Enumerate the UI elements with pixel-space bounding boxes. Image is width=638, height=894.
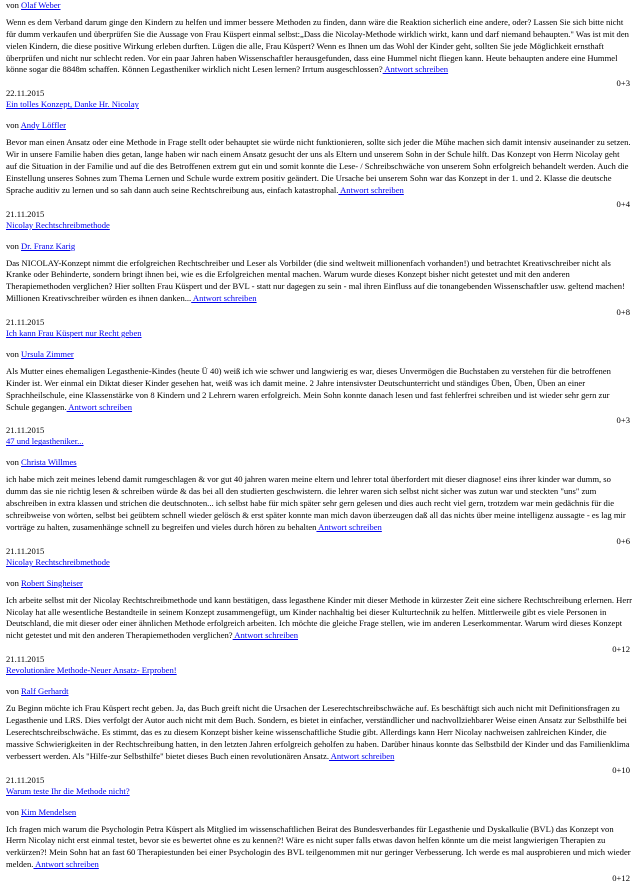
comment-byline (6, 457, 632, 467)
comment-date: 21.11.2015 (6, 774, 45, 785)
vote-score[interactable]: 0+12 (612, 644, 630, 655)
comment-title-link[interactable]: 47 und legastheniker... (6, 436, 84, 447)
comment (6, 425, 632, 545)
comment-byline (6, 686, 632, 696)
by-prefix: von (6, 0, 19, 10)
comment-date: 21.11.2015 (6, 545, 45, 556)
comment-date: 21.11.2015 (6, 425, 45, 436)
comment-title (6, 328, 632, 340)
comment (6, 209, 632, 317)
comment (6, 546, 632, 654)
comment-byline (6, 120, 632, 130)
comment-body: ich habe mich zeit meines lebend damit rumgeschlagen & vor gut 40 jahren waren meine eltern und lehrer total überfordert mit dieser diagnose! eins ihrer kinder war dumm, so dumm das sie nie richtig lesen & schreiben würde & das bei all den studierten geschwistern. die lehrer waren sich selbst nicht sicher was zutun war und steckten "uns" zum abschreiben in extra klassen und strichen die deutschnoten... ich selbst habe für mich später sehr gern gelesen und dies auch recht viel gern, trotzdem war mein gedächnis für die schreibweise von wörten, selbst bei geübtem schnell wieder gelösch & erst später konnte man mich davon überzeugen daß all das nichts über meine intelligenz aussagte - es lag mir vorträge zu halten, zusamenhänge schnell zu begreifen und vieles durch hören zu behalten (6, 474, 626, 532)
by-prefix: von (6, 240, 19, 251)
comment-body: Ich arbeite selbst mit der Nicolay Rechtschreibmethode und kann bestätigen, dass legasthene Kinder mit dieser Methode in kürzester Zeit eine sichere Rechtschreibung erlernen. Herr Nicolay hat alle wesentliche Bestandteile in seinem Konzept zusammengefügt, um Kinder nachhaltig bei dieser Kulturtechnik zu helfen. Mittlerweile gibt es viele Personen in Deutschland, die mit dieser oder einer ähnlichen Methode erfolgreich arbeiten. Ich möchte die gleiche Frage stellen, wie im anderen Leserkommentar. Warum wird dieses Konzept nicht getestet und mit den anderen Therapiemethoden verglichen? (6, 594, 632, 641)
reply-link[interactable]: Antwort schreiben (232, 630, 299, 641)
comment-text (6, 137, 632, 196)
comment-text (6, 703, 632, 762)
comment-title (6, 220, 632, 232)
comment-title-link[interactable]: Nicolay Rechtschreibmethode (6, 219, 110, 230)
comment-byline (6, 241, 632, 251)
comment-body: Das NICOLAY-Konzept nimmt die erfolgreichen Rechtschreiber und Leser als Vorbilder (die sind weltweit millionenfach vorhanden!) und betrachtet Kreativschreiber nicht als Kranke oder Behinderte, sondern bringt ihnen bei, wie es die Erfolgreichen mental machen. Warum wurde dieses Konzept bisher nicht getestet und mit den anderen Therapiemethoden verglichen? Hier sollten Frau Küspert und der BVL - statt nur dagegen zu sein - mal ihren Einfluss auf die tonangebenden Wissenschaftler usw. geltend machen! Millionen Kreativschreiber würden es ihnen danken... (6, 257, 625, 304)
vote-score[interactable]: 0+3 (616, 415, 630, 426)
comment-body: Bevor man einen Ansatz oder eine Methode in Frage stellt oder behauptet sie würde nicht funktionieren, sollte sich jeder die Mühe machen sich damit intensiv auseinander zu setzen. Wir in unsere Familie haben dies getan, lange haben wir nach einem Ansatz gesucht der uns als Eltern und unserem Sohn in der Schule hilft. Das Konzept von Herrn Nicolay geht auf die Situation in der Familie und auf die des Betroffenen extrem gut ein und somit konnte die Lese- / Schreibschwäche von unserem Sohn erfolgreich behandelt werden. Auch die Einstellung unseres Sohnes zum Thema Lernen und Schule wurde extrem positiv geändert. Die Ursache bei unserem Sohn war das Konzept in der 1. und 2. Klasse die deutsche Sprache auditiv zu lernen und so sah dann auch seine Rechtschreibung aus, einfach katastrophal. (6, 137, 631, 195)
by-prefix: von (6, 806, 19, 817)
vote-score[interactable]: 0+10 (612, 764, 630, 775)
comment-title-link[interactable]: Revolutionäre Methode-Neuer Ansatz- Erproben! (6, 665, 177, 676)
comment-body: Als Mutter eines ehemaligen Legasthenie-Kindes (heute Ü 40) weiß ich wie schwer und langwierig es war, dieses Unvermögen die Buchstaben zu verstehen für die betroffenen Kinder ist. Wer einmal ein Diktat dieser Kinder gesehen hat, weiß was ich damit meine. 2 Jahre intensivster Deutschunterricht und ständiges Üben, Üben, Üben an einer Sprachheilschule, eine Klassenstärke von 8 Kindern und 2 Lehrern waren erfolgreich. Mein Sohn konnte danach lesen und fast fehlerfrei schreiben und ist wieder sehr gern zur Schule gegangen. (6, 366, 611, 412)
comment-title (6, 557, 632, 569)
comment-text (6, 17, 632, 76)
reply-link[interactable]: Antwort schreiben (338, 184, 404, 195)
comment-byline (6, 807, 632, 817)
vote-score[interactable]: 0+4 (616, 198, 630, 209)
vote-score[interactable]: 0+8 (616, 307, 630, 318)
by-prefix: von (6, 686, 19, 697)
comment-title-link[interactable]: Ich kann Frau Küspert nur Recht geben (6, 328, 142, 339)
by-prefix: von (6, 120, 19, 131)
reply-link[interactable]: Antwort schreiben (66, 401, 133, 412)
reply-link[interactable]: Antwort schreiben (33, 859, 99, 870)
comment-date: 22.11.2015 (6, 88, 45, 99)
author-link[interactable]: Ursula Zimmer (21, 349, 74, 360)
comment-date: 21.11.2015 (6, 317, 45, 328)
comment (6, 88, 632, 208)
comment-list (6, 88, 632, 883)
comment-byline (6, 578, 632, 588)
comment-title-link[interactable]: Nicolay Rechtschreibmethode (6, 556, 110, 567)
comment-text (6, 366, 632, 413)
by-prefix: von (6, 577, 19, 588)
author-link[interactable]: Ralf Gerhardt (21, 686, 69, 697)
author-link[interactable]: Dr. Franz Karig (21, 240, 76, 251)
by-prefix: von (6, 457, 19, 468)
comment-text (6, 595, 632, 642)
comment-text (6, 824, 632, 871)
author-link[interactable]: Andy Löffler (20, 120, 67, 131)
comment-body: Ich fragen mich warum die Psychologin Petra Küspert als Mitglied im wissenschaftlichen Beirat des Bundesverbandes für Legasthenie und Dyskalkulie (BVL) das Konzept von Herrn Nicolay nicht erst einmal testet, bevor sie es bewertet ohne es zu kennen?! Wäre es nicht super falls etwas davon helfen könnte um die meist langwierigen Therapien zu verkürzen?! Mein Sohn hat an fast 60 Therapiestunden bei einer Psychologin des BVL teilgenommen mit nur geringer Verbesserung. Ich werde es mal ausprobieren und mich wieder melden. (6, 823, 631, 870)
comment-byline (6, 349, 632, 359)
comment-first (6, 0, 632, 88)
reply-link[interactable]: Antwort schreiben (191, 293, 257, 304)
comment-body: Zu Beginn möchte ich Frau Küspert recht geben. Ja, das Buch greift nicht die Ursachen der Leserechtschreibschwäche auf. Es beschäftigt sich auch nicht mit Definitionsfragen zu Legasthenie und LRS. Dies verfolgt der Autor auch nicht mit dem Buch. Sondern, es bietet in einfacher, verständlicher und nachvollziehbarer Weise einen Ansatz zur Selbsthilfe bei Leserechtschreibschwäche. Es stimmt, das es zu diesem Konzept bisher keine wissenschaftliche Studie gibt. Allerdings kann Herr Nicolay nachweisen zahlreichen Kinder, die massive Schwierigkeiten in der Rechtschreibung hatten, in den letzten Jahren erfolgreich geholfen zu haben. Darüber hinaus konnte das Selbstbild der Kinder und das Familienklima verbessert werden. Als "Hilfe-zur Selbsthilfe" bietet dieses Buch einen revolutionären Ansatz. (6, 703, 630, 761)
comment-text (6, 258, 632, 305)
comment (6, 317, 632, 425)
by-prefix: von (6, 349, 19, 360)
author-link[interactable]: Kim Mendelsen (21, 806, 77, 817)
vote-score[interactable]: 0+3 (616, 78, 630, 89)
author-link[interactable]: Robert Singheiser (21, 577, 83, 588)
comment-title-link[interactable]: Ein tolles Konzept, Danke Hr. Nicolay (6, 99, 139, 110)
comment-title (6, 436, 632, 448)
comment-body: Wenn es dem Verband darum ginge den Kindern zu helfen und immer bessere Methoden zu finden, dann wäre die Reaktion sicherlich eine andere, oder? Lassen Sie sich bitte nicht für dumm verkaufen und überprüfen Sie die Aussage von Frau Küspert einmal selbst:„Dass die Nicolay-Methode wirklich wirkt, kann und darf niemand behaupten." Was ist mit den vielen Kindern, die diese positive Wirkung erleben durften. Lügen die alle, Frau Küspert? Wenn es Ihnen um das Wohl der Kinder geht, sollten Sie jede Möglichkeit ernsthaft überprüfen und nicht nur schlecht reden. Vor ein paar Jahren haben Wissenschaftler herausgefunden, dass eine Hummel nicht fliegen kann. Heute behaupten andere eine Hummel könne sogar die 8848m schaffen. Können Legastheniker wirklich nicht Lesen lernen? Irrtum ausgeschlossen? (6, 17, 629, 75)
author-link[interactable]: Olaf Weber (21, 0, 61, 10)
comment-title (6, 99, 632, 111)
comment-byline (6, 0, 632, 10)
reply-link[interactable]: Antwort schreiben (328, 750, 395, 761)
reply-link[interactable]: Antwort schreiben (316, 521, 382, 532)
comment-text (6, 474, 632, 533)
vote-score[interactable]: 0+6 (616, 535, 630, 546)
comment-title-link[interactable]: Warum teste Ihr die Methode nicht? (6, 785, 130, 796)
comment (6, 775, 632, 883)
comment-title (6, 665, 632, 677)
reply-link[interactable]: Antwort schreiben (382, 64, 449, 75)
comment-date: 21.11.2015 (6, 654, 45, 665)
comment (6, 654, 632, 774)
author-link[interactable]: Christa Willmes (21, 457, 77, 468)
vote-score[interactable]: 0+12 (612, 872, 630, 883)
comment-title (6, 786, 632, 798)
comment-date: 21.11.2015 (6, 208, 45, 219)
